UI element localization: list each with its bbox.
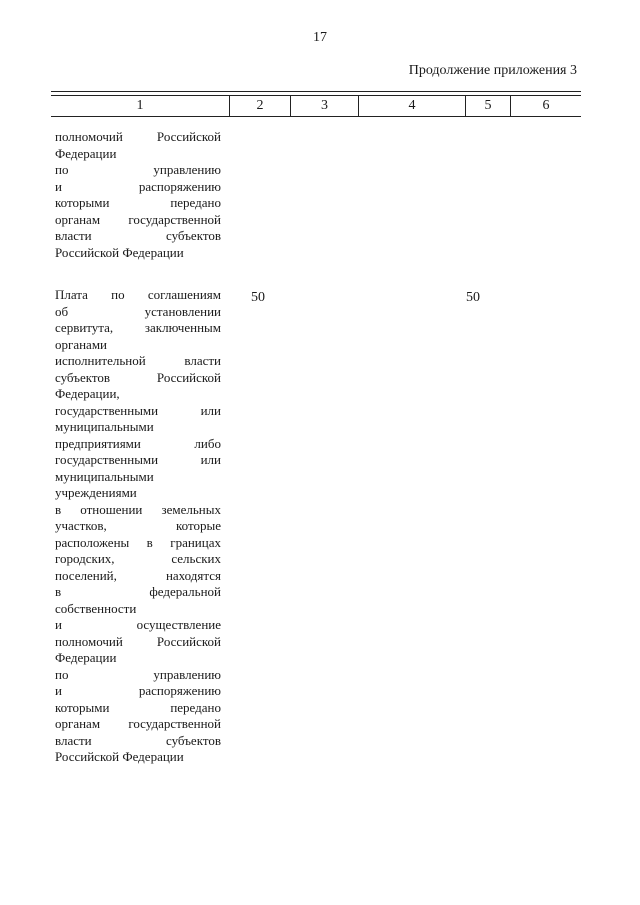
text-line: Российской Федерации [55, 244, 184, 260]
text-line: по управлению [55, 162, 221, 177]
text-line: поселений, находятся [55, 567, 221, 583]
fee-column-2-value: 50 [251, 290, 265, 305]
text-line: муниципальными [55, 468, 154, 484]
fee-column-5-value: 50 [466, 290, 480, 305]
text-line: которыми передано [55, 195, 221, 210]
page-number: 17 [313, 30, 327, 45]
text-line: и распоряжению [55, 683, 221, 698]
column-header-6: 6 [510, 96, 581, 116]
text-line: и осуществление [55, 617, 221, 632]
text-line: в отношении земельных [55, 501, 221, 517]
text-line: Плата по соглашениям [55, 287, 221, 302]
text-line: Федерации [55, 145, 117, 161]
column-header-5: 5 [465, 96, 510, 116]
text-line: власти субъектов [55, 228, 221, 243]
text-line: Федерации [55, 650, 117, 665]
text-line: об установлении [55, 303, 221, 319]
text-line: в федеральной [55, 584, 221, 599]
text-line: предприятиями либо [55, 435, 221, 451]
text-line: исполнительной власти [55, 353, 221, 368]
text-line: органами [55, 336, 108, 352]
text-line: Российской Федерации [55, 749, 184, 764]
text-line: расположены в границах [55, 534, 221, 550]
text-line: субъектов Российской [55, 369, 221, 385]
text-line: полномочий Российской [55, 633, 221, 649]
text-line: сервитута, заключенным [55, 320, 221, 335]
text-line: и распоряжению [55, 178, 221, 194]
text-line: городских, сельских [55, 551, 221, 566]
column-header-3: 3 [290, 96, 358, 116]
text-line: органам государственной [55, 211, 221, 227]
table-header-row [51, 95, 581, 117]
text-line: власти субъектов [55, 732, 221, 748]
text-line: государственными или [55, 402, 221, 418]
servitude-fee-row-text [55, 287, 221, 766]
text-line: Федерации, [55, 386, 120, 401]
appendix-continuation-note: Продолжение приложения 3 [408, 63, 577, 78]
table-top-rule [51, 91, 581, 92]
text-line: государственными или [55, 452, 221, 467]
text-line: органам государственной [55, 716, 221, 731]
text-line: собственности [55, 600, 137, 616]
text-line: участков, которые [55, 518, 221, 533]
text-line: по управлению [55, 666, 221, 682]
text-line: полномочий Российской [55, 129, 221, 144]
column-header-4: 4 [358, 96, 465, 116]
text-line: которыми передано [55, 699, 221, 715]
column-header-2: 2 [229, 96, 290, 116]
text-line: учреждениями [55, 485, 137, 500]
column-header-1: 1 [136, 98, 144, 113]
continued-row-text [55, 129, 221, 261]
text-line: муниципальными [55, 419, 154, 434]
